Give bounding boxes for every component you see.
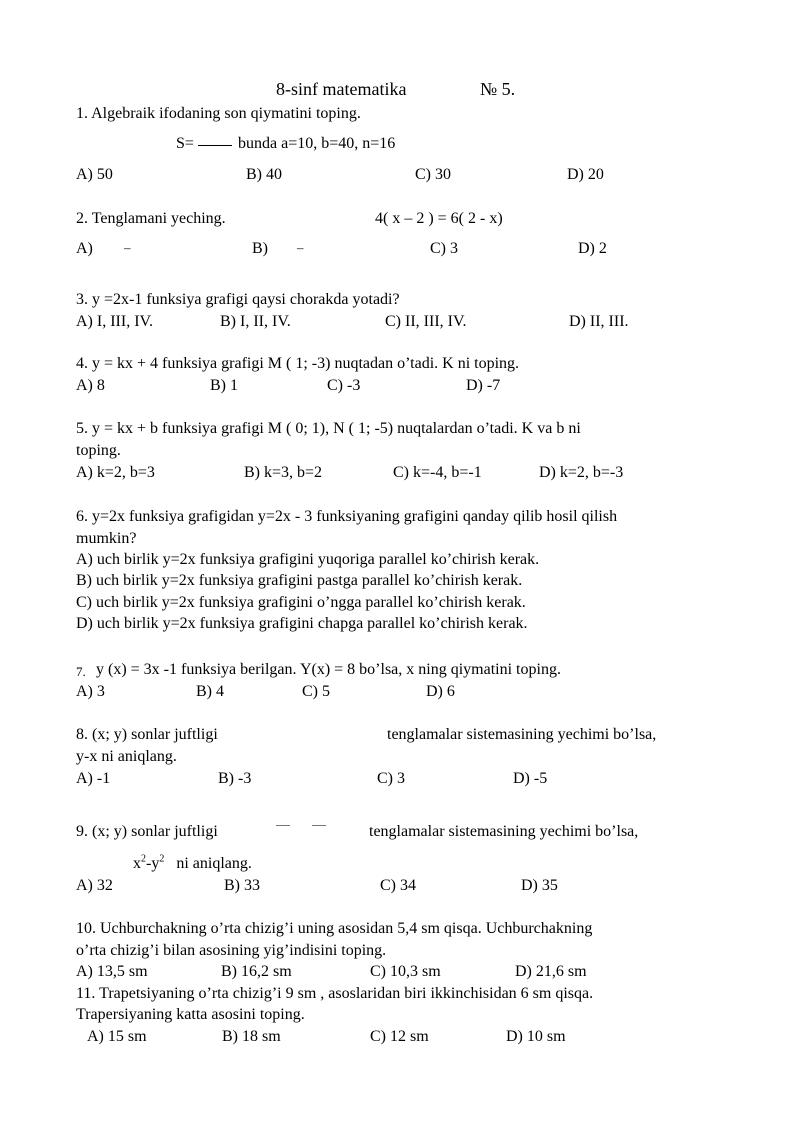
q8-text-line1a: 8. (x; y) sonlar juftligi [76,726,218,743]
q3-text: 3. y =2x-1 funksiya grafigi qaysi chorakda yotadi? [76,291,400,308]
q1-option-d: D) 20 [567,166,604,183]
q11-option-b: B) 18 sm [222,1028,281,1045]
q1-option-b: B) 40 [246,166,282,183]
q7-option-a: A) 3 [76,683,105,700]
q8-option-d: D) -5 [513,770,548,787]
q8-option-b: B) -3 [218,770,252,787]
q1-text: 1. Algebraik ifodaning son qiymatini toping. [76,105,361,122]
q1-fraction-bar [198,145,232,146]
q6-option-d: D) uch birlik y=2x funksiya grafigini chapga parallel ko’chirish kerak. [76,615,528,632]
q2-option-a: A) [76,240,93,257]
q9-text-line1b: tenglamalar sistemasining yechimi bo’lsa, [369,823,639,840]
q10-option-d: D) 21,6 sm [515,963,587,980]
q5-text-line2: toping. [76,442,121,459]
q6-option-b: B) uch birlik y=2x funksiya grafigini pastga parallel ko’chirish kerak. [76,572,523,589]
q2-option-d: D) 2 [578,240,607,257]
q1-formula-given: bunda a=10, b=40, n=16 [238,135,396,152]
q2-option-b-fraction: – [297,240,304,255]
q2-option-b: B) [252,240,268,257]
q4-option-b: B) 1 [210,377,238,394]
q5-option-d: D) k=2, b=-3 [539,464,624,481]
q2-equation: 4( x – 2 ) = 6( 2 - x) [375,210,503,227]
q7-option-c: C) 5 [302,683,330,700]
q8-option-c: C) 3 [377,770,405,787]
q9-fraction-bar-1 [276,825,290,826]
q6-text-line1: 6. y=2x funksiya grafigidan y=2x - 3 funksiyaning grafigini qanday qilib hosil qilish [76,508,618,525]
q11-option-c: C) 12 sm [370,1028,429,1045]
test-number: № 5. [480,79,516,99]
q11-text-line2: Trapersiyaning katta asosini toping. [76,1006,305,1023]
q10-text-line2: o’rta chizig’i bilan asosining yig’indisini toping. [76,942,387,959]
q3-option-c: C) II, III, IV. [385,313,467,330]
q5-option-b: B) k=3, b=2 [244,464,323,481]
q4-option-c: C) -3 [327,377,361,394]
q2-option-a-fraction: – [124,240,131,255]
q9-fraction-bar-2 [312,825,326,826]
q7-number: 7. [76,664,86,679]
q9-option-b: B) 33 [224,877,260,894]
q3-option-b: B) I, II, IV. [220,313,291,330]
q4-text: 4. y = kx + 4 funksiya grafigi M ( 1; -3) nuqtadan o’tadi. K ni toping. [76,355,520,372]
q2-text: 2. Tenglamani yeching. [76,210,226,227]
q3-option-a: A) I, III, IV. [76,313,154,330]
page-title: 8-sinf matematika [276,79,407,99]
q10-option-c: C) 10,3 sm [370,963,441,980]
q9-text-line1a: 9. (x; y) sonlar juftligi [76,823,218,840]
q11-text-line1: 11. Trapetsiyaning o’rta chizig’i 9 sm , asoslaridan biri ikkinchisidan 6 sm qisqa. [76,985,594,1002]
q8-text-line1b: tenglamalar sistemasining yechimi bo’lsa, [387,726,657,743]
q9-option-c: C) 34 [380,877,416,894]
q9-option-d: D) 35 [521,877,558,894]
q7-text: y (x) = 3x -1 funksiya berilgan. Y(x) = 8 bo’lsa, x ning qiymatini toping. [96,661,561,678]
q10-text-line1: 10. Uchburchakning o’rta chizig’i uning asosidan 5,4 sm qisqa. Uchburchakning [76,920,593,937]
q3-option-d: D) II, III. [569,313,629,330]
q5-option-c: C) k=-4, b=-1 [393,464,482,481]
q6-text-line2: mumkin? [76,530,137,547]
q1-formula-prefix: S= [176,135,194,152]
q11-option-a: A) 15 sm [87,1028,147,1045]
q8-text-line2: y-x ni aniqlang. [76,748,177,765]
q4-option-d: D) -7 [466,377,501,394]
q9-expression: $x^2-y^2$ ni aniqlang. [133,853,252,872]
q2-option-c: C) 3 [430,240,458,257]
q5-option-a: A) k=2, b=3 [76,464,155,481]
q11-option-d: D) 10 sm [506,1028,566,1045]
q7-option-b: B) 4 [196,683,224,700]
q5-text-line1: 5. y = kx + b funksiya grafigi M ( 0; 1), N ( 1; -5) nuqtalardan o’tadi. K va b ni [76,420,581,437]
q6-option-c: C) uch birlik y=2x funksiya grafigini o’ngga parallel ko’chirish kerak. [76,594,526,611]
q1-option-c: C) 30 [415,166,451,183]
q6-option-a: A) uch birlik y=2x funksiya grafigini yuqoriga parallel ko’chirish kerak. [76,551,540,568]
q7-option-d: D) 6 [426,683,455,700]
q4-option-a: A) 8 [76,377,105,394]
q10-option-a: A) 13,5 sm [76,963,148,980]
q8-option-a: A) -1 [76,770,111,787]
q10-option-b: B) 16,2 sm [221,963,292,980]
q9-option-a: A) 32 [76,877,113,894]
q1-option-a: A) 50 [76,166,113,183]
